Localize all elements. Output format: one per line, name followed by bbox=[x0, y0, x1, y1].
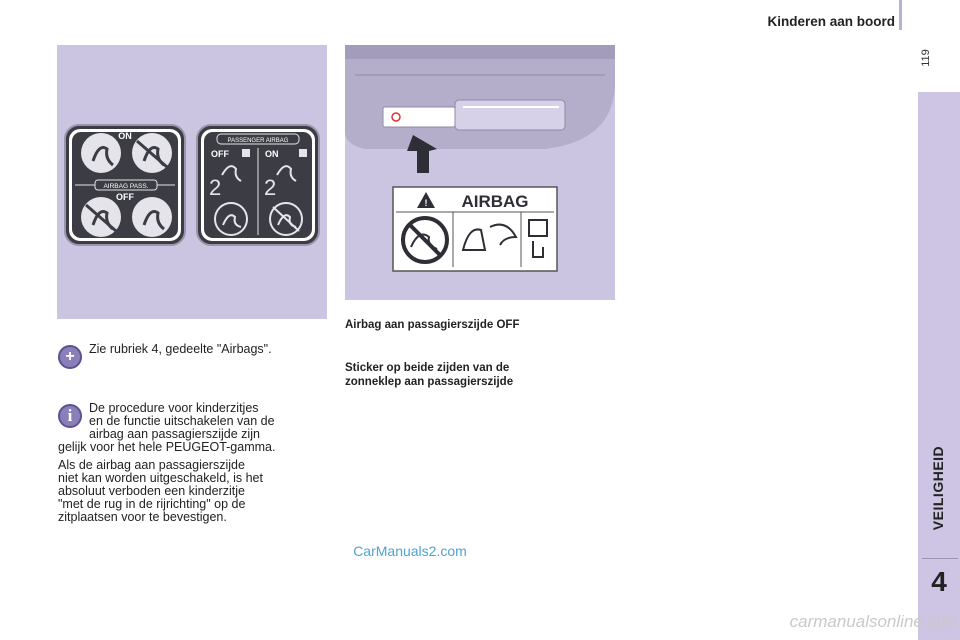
sun-visor-figure bbox=[345, 45, 615, 300]
info-line-3: airbag aan passagierszijde zijn bbox=[89, 427, 260, 441]
caption-sticker-line-2: zonneklep aan passagierszijde bbox=[345, 376, 514, 388]
section-tab-label: VEILIGHEID bbox=[930, 445, 946, 531]
warning-line-3: absoluut verboden een kinderzitje bbox=[58, 484, 245, 498]
warning-line-5: zitplaatsen voor te bevestigen. bbox=[58, 510, 227, 524]
seat-number-left: 2 bbox=[209, 175, 222, 200]
watermark-carmanualsonline[interactable]: carmanualsonline.info bbox=[789, 612, 955, 631]
caption-sticker-line-1: Sticker op beide zijden van de bbox=[345, 362, 510, 374]
plus-icon: + bbox=[58, 345, 82, 369]
chapter-title: Kinderen aan boord bbox=[767, 14, 895, 29]
label-on-2: ON bbox=[265, 149, 279, 159]
label-passenger-airbag: PASSENGER AIRBAG bbox=[227, 138, 289, 144]
indicator-panel-2 bbox=[197, 125, 319, 245]
info-line-4: gelijk voor het hele PEUGEOT-gamma. bbox=[58, 440, 276, 454]
label-off-2: OFF bbox=[211, 149, 229, 159]
info-line-1: De procedure voor kinderzitjes bbox=[89, 401, 259, 415]
info-line-2: en de functie uitschakelen van de bbox=[89, 414, 275, 428]
watermark-carmanuals2[interactable]: CarManuals2.com bbox=[353, 543, 467, 559]
sun-visor-illustration bbox=[345, 45, 615, 300]
chapter-number: 4 bbox=[931, 566, 947, 597]
header-divider bbox=[899, 0, 902, 30]
caption-airbag-off: Airbag aan passagierszijde OFF bbox=[345, 319, 520, 331]
airbag-indicator-figure bbox=[57, 45, 327, 319]
warning-line-4: "met de rug in de rijrichting" op de bbox=[58, 497, 246, 511]
seat-number-right: 2 bbox=[264, 175, 277, 200]
warning-line-1: Als de airbag aan passagierszijde bbox=[58, 458, 245, 472]
see-also-note: Zie rubriek 4, gedeelte "Airbags". bbox=[89, 342, 272, 356]
svg-text:!: ! bbox=[424, 198, 428, 208]
info-icon: i bbox=[58, 404, 82, 428]
label-airbag-pass: AIRBAG PASS. bbox=[103, 183, 149, 190]
sticker-title: AIRBAG bbox=[461, 192, 529, 211]
label-on: ON bbox=[118, 131, 132, 141]
tab-divider bbox=[922, 558, 958, 559]
page-number: 119 bbox=[920, 49, 932, 67]
warning-line-2: niet kan worden uitgeschakeld, is het bbox=[58, 471, 263, 485]
indicator-panels-illustration bbox=[57, 45, 327, 319]
label-off: OFF bbox=[116, 192, 134, 202]
indicator-panel-1 bbox=[65, 125, 185, 245]
